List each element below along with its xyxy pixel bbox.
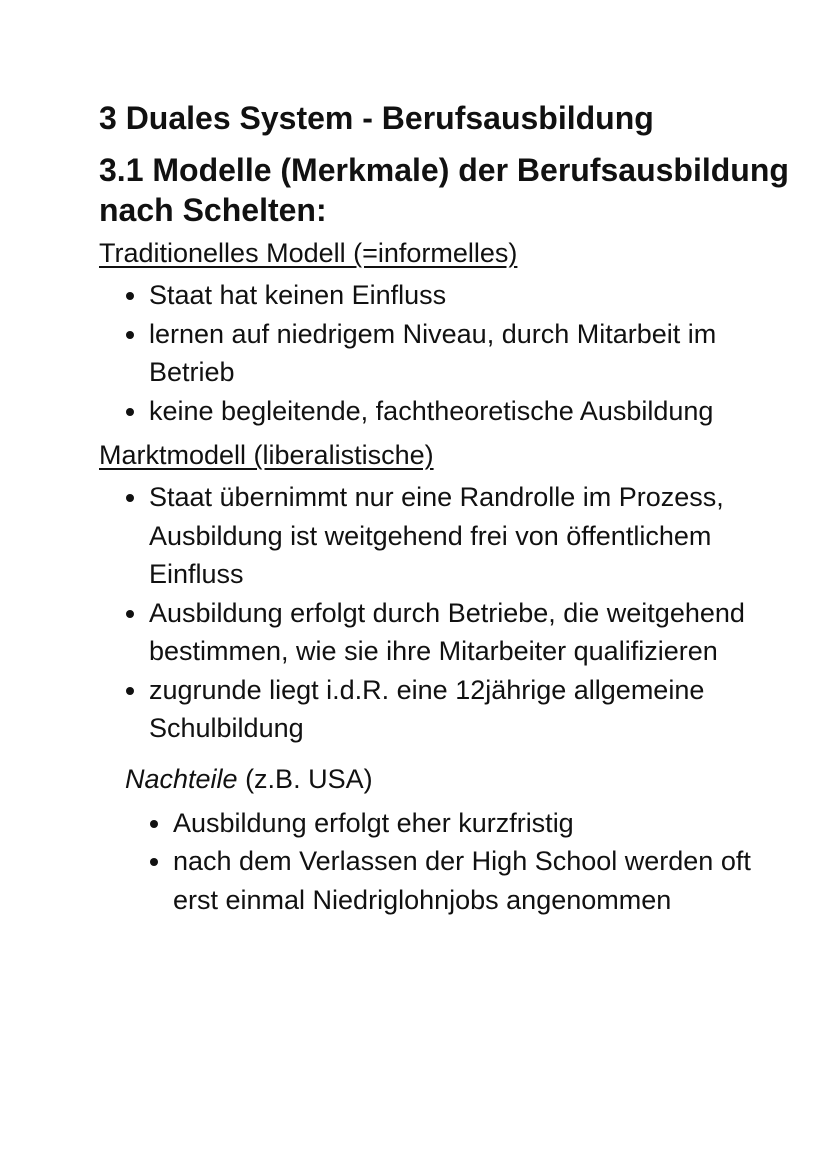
disadvantages-label: Nachteile <box>125 763 238 794</box>
disadvantages-list <box>99 804 799 920</box>
traditional-model-heading: Traditionelles Modell (=informelles) <box>99 238 518 268</box>
list-item: Ausbildung erfolgt durch Betriebe, die weitgehend bestimmen, wie sie ihre Mitarbeiter qualifizieren <box>125 594 799 671</box>
list-item: lernen auf niedrigem Niveau, durch Mitarbeit im Betrieb <box>125 315 799 392</box>
page-title: 3 Duales System - Berufsausbildung <box>99 100 654 136</box>
disadvantages-heading <box>125 760 799 798</box>
list-item: nach dem Verlassen der High School werden oft erst einmal Niedriglohnjobs angenommen <box>149 842 799 919</box>
list-item: Ausbildung erfolgt eher kurzfristig <box>149 804 799 843</box>
market-model-heading: Marktmodell (liberalistische) <box>99 440 434 470</box>
list-item: Staat übernimmt nur eine Randrolle im Prozess, Ausbildung ist weitgehend frei von öffentlichem Einfluss <box>125 478 799 594</box>
document-page <box>99 96 799 919</box>
list-item: zugrunde liegt i.d.R. eine 12jährige allgemeine Schulbildung <box>125 671 799 748</box>
disadvantages-note: (z.B. USA) <box>237 763 373 794</box>
traditional-model-list <box>99 276 799 430</box>
list-item: keine begleitende, fachtheoretische Ausbildung <box>125 392 799 431</box>
list-item: Staat hat keinen Einfluss <box>125 276 799 315</box>
section-title: 3.1 Modelle (Merkmale) der Berufsausbildung nach Schelten: <box>99 152 789 228</box>
market-model-list <box>99 478 799 748</box>
